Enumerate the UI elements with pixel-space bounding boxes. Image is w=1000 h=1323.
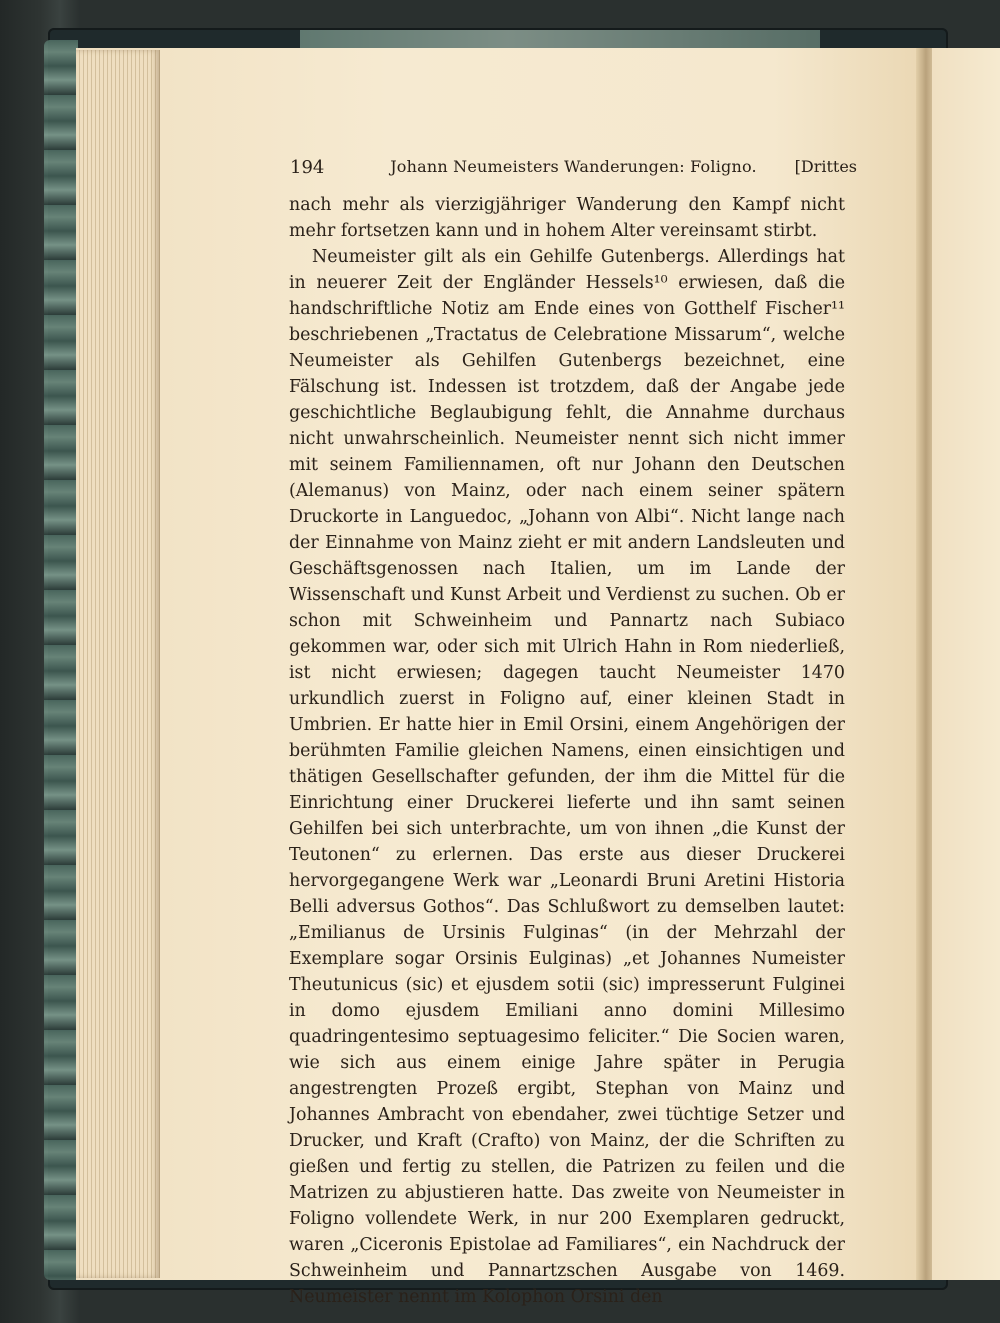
body-text bbox=[289, 192, 845, 1310]
page-edges-stack bbox=[76, 50, 160, 1278]
cover-edge-marbled bbox=[44, 40, 78, 1280]
running-title: Johann Neumeisters Wanderungen: Foligno. bbox=[390, 157, 757, 176]
page-number: 194 bbox=[290, 157, 325, 178]
facing-page-edge bbox=[932, 48, 1000, 1280]
paragraph: Neumeister gilt als ein Gehilfe Gutenbergs. Allerdings hat in neuerer Zeit der Engländer Hessels¹⁰ erwiesen, daß die handschriftliche Notiz am Ende eines von Gotthelf Fischer¹¹ beschriebenen „Tractatus de Celebratione Missarum“, welche Neumeister als Gehilfen Gutenbergs bezeichnet, eine Fälschung ist. Indessen ist trotzdem, daß der Angabe jede geschichtliche Beglaubigung fehlt, die Annahme durchaus nicht unwahrscheinlich. Neumeister nennt sich nicht immer mit seinem Familiennamen, oft nur Johann den Deutschen (Alemanus) von Mainz, oder nach einem seiner spätern Druckorte in Languedoc, „Johann von Albi“. Nicht lange nach der Einnahme von Mainz zieht er mit andern Landsleuten und Geschäftsgenossen nach Italien, um im Lande der Wissenschaft und Kunst Arbeit und Verdienst zu suchen. Ob er schon mit Schweinheim und Pannartz nach Subiaco gekommen war, oder sich mit Ulrich Hahn in Rom niederließ, ist nicht erwiesen; dagegen taucht Neumeister 1470 urkundlich zuerst in Foligno auf, einer kleinen Stadt in Umbrien. Er hatte hier in Emil Orsini, einem Angehörigen der berühmten Familie gleichen Namens, einen einsichtigen und thätigen Gesellschafter gefunden, der ihm die Mittel für die Einrichtung einer Druckerei lieferte und ihn samt seinen Gehilfen bei sich unterbrachte, um von ihnen „die Kunst der Teutonen“ zu erlernen. Das erste aus dieser Druckerei hervorgegangene Werk war „Leonardi Bruni Aretini Historia Belli adversus Gothos“. Das Schlußwort zu demselben lautet: „Emilianus de Ursinis Fulginas“ (in der Mehrzahl der Exemplare sogar Orsinis Eulginas) „et Johannes Numeister Theutunicus (sic) et ejusdem sotii (sic) impresserunt Fulginei in domo ejusdem Emiliani anno domini Millesimo quadringentesimo septuagesimo feliciter.“ Die Socien waren, wie sich aus einem einige Jahre später in Perugia angestrengten Prozeß ergibt, Stephan von Mainz und Johannes Ambracht von ebendaher, zwei tüchtige Setzer und Drucker, und Kraft (Crafto) von Mainz, der die Schriften zu gießen und fertig zu stellen, die Patrizen zu feilen und die Matrizen zu abjustieren hatte. Das zweite von Neumeister in Foligno vollendete Werk, in nur 200 Exemplaren gedruckt, waren „Ciceronis Epistolae ad Familiares“, ein Nachdruck der Schweinheim und Pannartzschen Ausgabe von 1469. Neumeister nennt im Kolophon Orsini den bbox=[289, 247, 845, 1307]
section-marker: [Drittes bbox=[794, 157, 857, 176]
paragraph: nach mehr als vierzigjähriger Wanderung den Kampf nicht mehr fortsetzen kann und in hohem Alter vereinsamt stirbt. bbox=[289, 195, 845, 241]
cover-top-marbled bbox=[300, 30, 820, 50]
page-header bbox=[290, 155, 857, 183]
